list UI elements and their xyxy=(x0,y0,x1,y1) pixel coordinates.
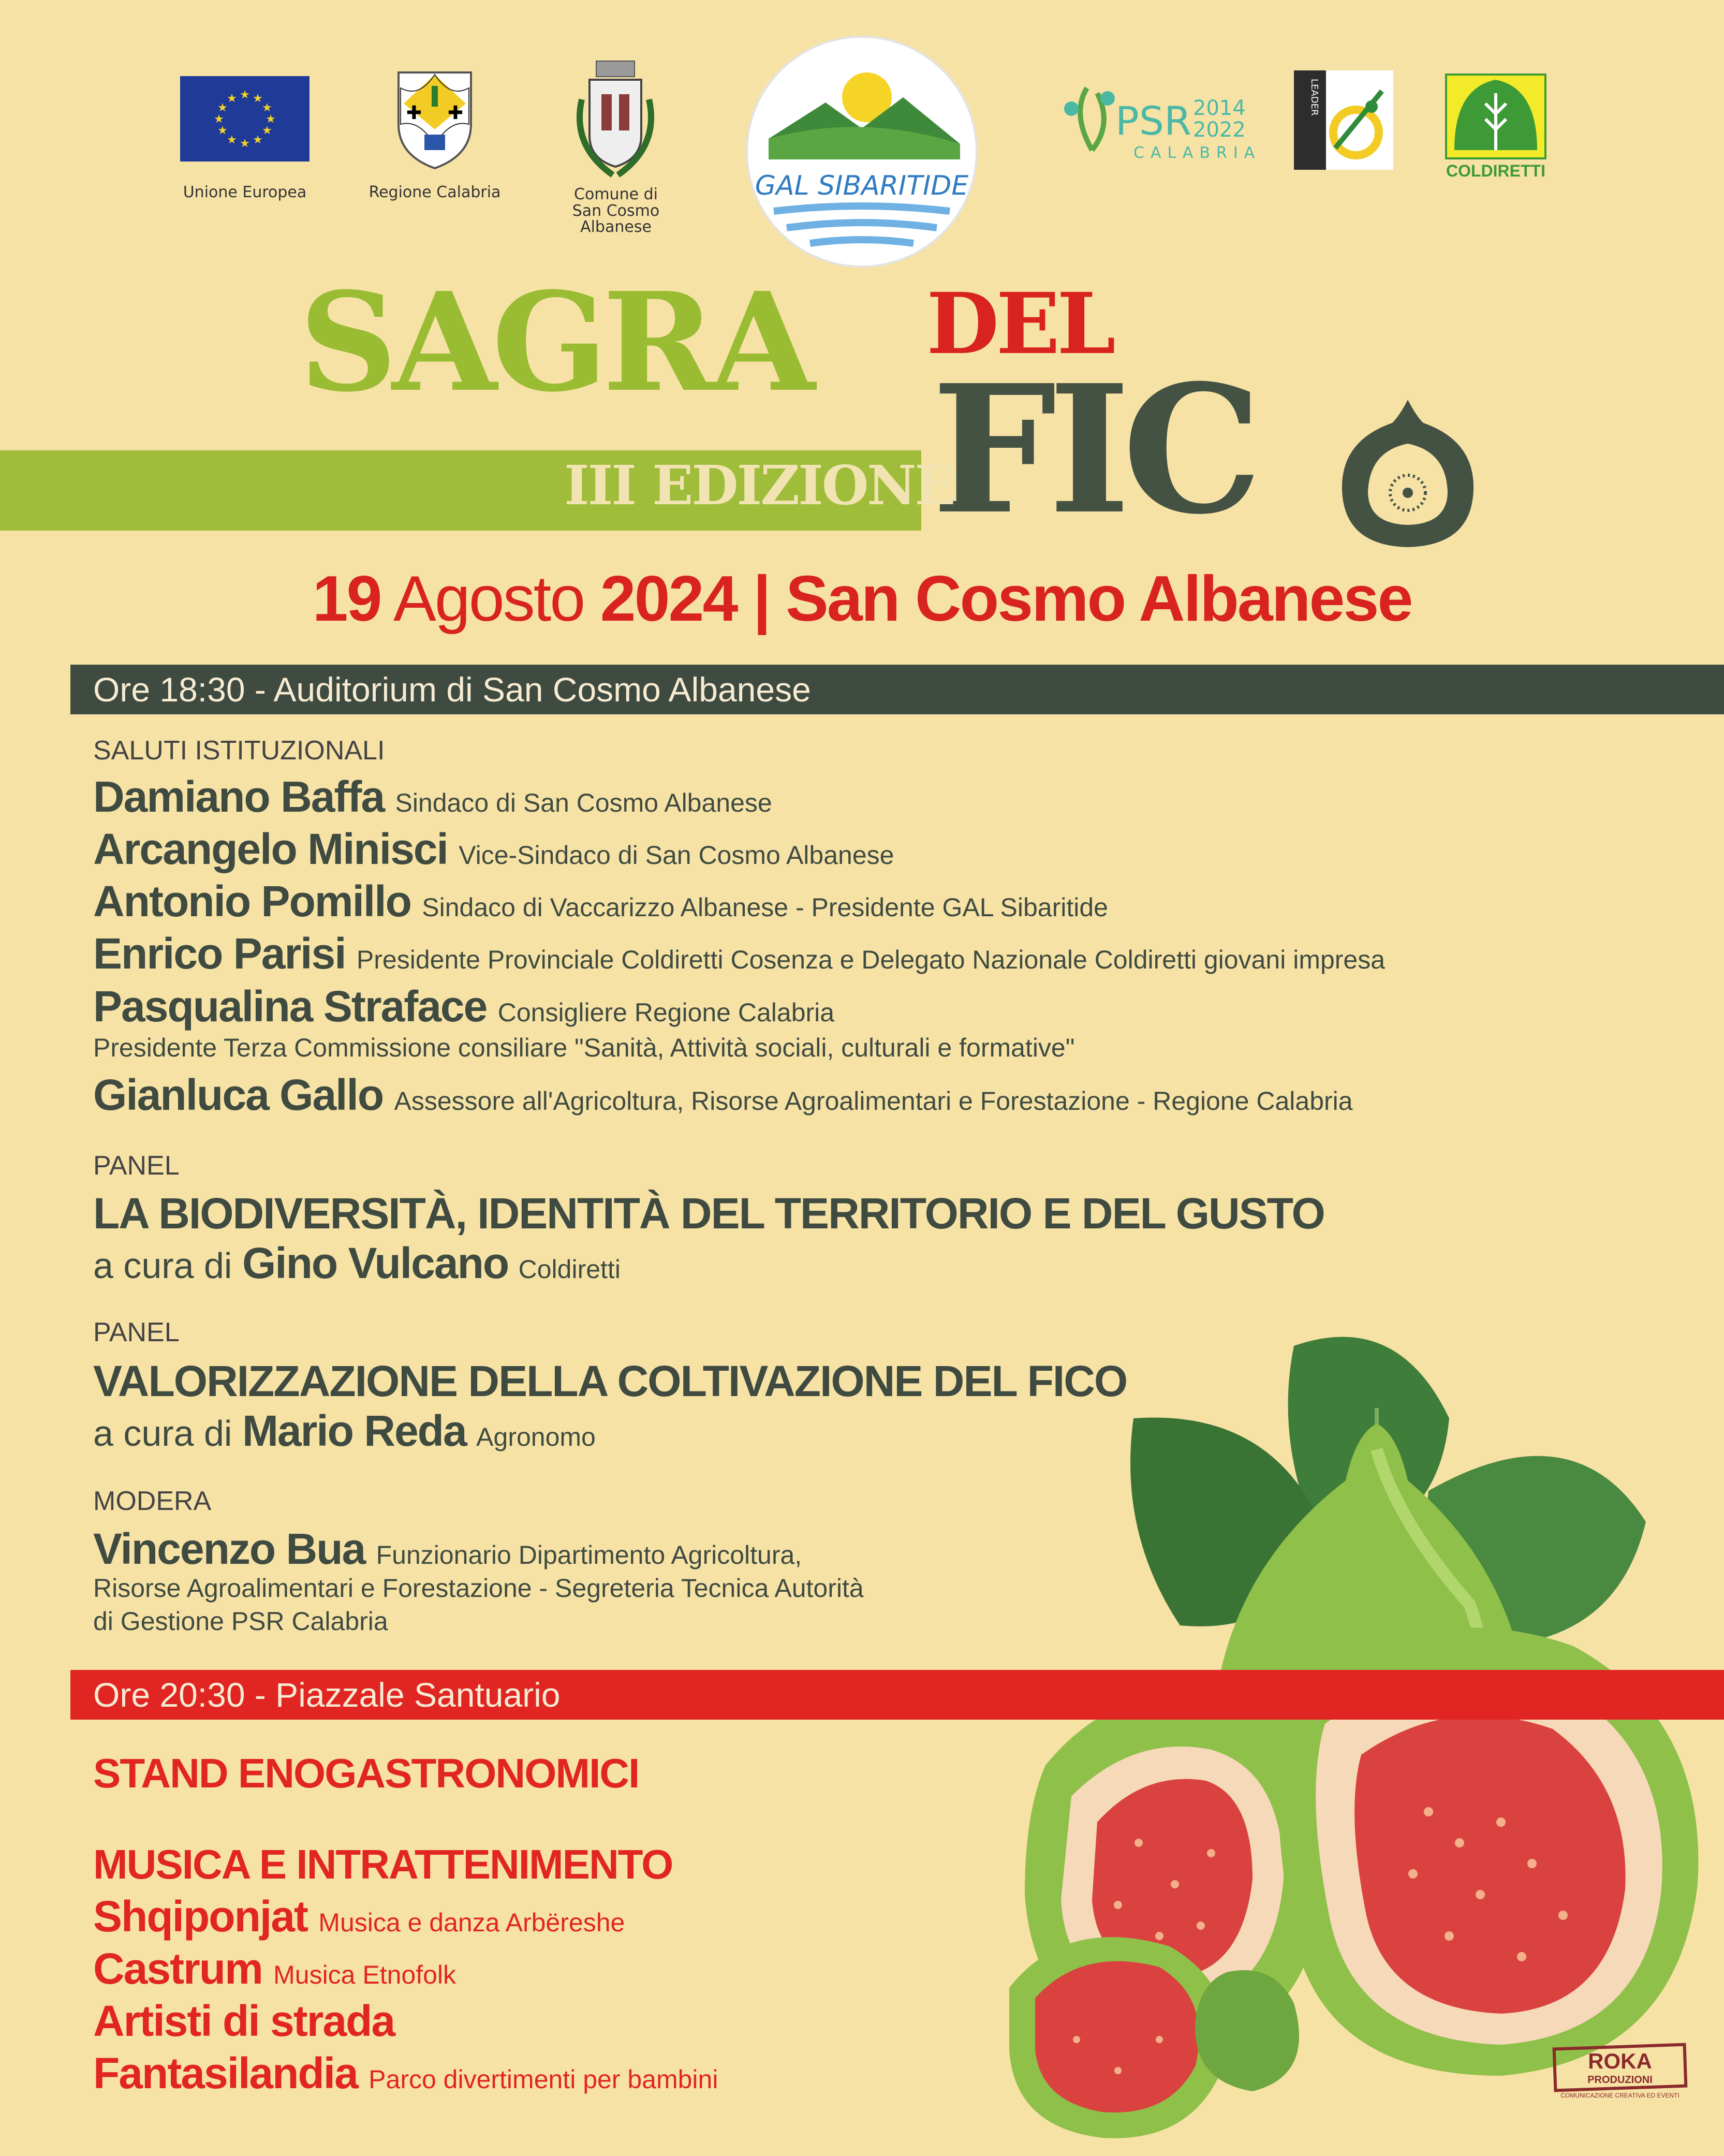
speaker-row xyxy=(93,772,772,821)
svg-text:★: ★ xyxy=(253,92,263,105)
speaker-row xyxy=(93,929,1386,978)
stand-heading: STAND ENOGASTRONOMICI xyxy=(93,1750,639,1796)
speaker-name: Gianluca Gallo xyxy=(93,1070,384,1119)
panel1-label: PANEL xyxy=(93,1151,180,1181)
svg-text:★: ★ xyxy=(262,101,272,114)
act-desc: Musica Etnofolk xyxy=(273,1960,456,1989)
act-row xyxy=(93,1892,625,1941)
speaker-role: Presidente Provinciale Coldiretti Cosenza e Delegato Nazionale Coldiretti giovani impresa xyxy=(356,945,1386,974)
curator-name: Mario Reda xyxy=(242,1406,466,1455)
produzioni-text: PRODUZIONI xyxy=(1587,2074,1653,2086)
panel2-curator xyxy=(93,1406,596,1455)
speaker-row xyxy=(93,827,894,871)
speaker-name: Damiano Baffa xyxy=(93,772,385,821)
psr-main-text: PSR xyxy=(1115,98,1191,144)
act-desc: Parco divertimenti per bambini xyxy=(369,2065,718,2094)
panel2-label: PANEL xyxy=(93,1317,180,1347)
coldiretti-caption: COLDIRETTI xyxy=(1446,162,1545,180)
regione-calabria-logo xyxy=(388,67,481,171)
panel1-title: LA BIODIVERSITÀ, IDENTITÀ DEL TERRITORIO E DEL GUSTO xyxy=(93,1189,1324,1238)
act-name: Castrum xyxy=(93,1944,262,1993)
date-place: San Cosmo Albanese xyxy=(786,563,1412,635)
musica-heading: MUSICA E INTRATTENIMENTO xyxy=(93,1841,673,1887)
speaker-role: Sindaco di San Cosmo Albanese xyxy=(395,788,772,817)
roka-text: ROKA xyxy=(1588,2049,1652,2073)
svg-text:★: ★ xyxy=(227,134,237,146)
edition-label: III EDIZIONE xyxy=(564,453,954,517)
session2-bar: Ore 20:30 - Piazzale Santuario xyxy=(70,1670,1724,1720)
comune-crest-logo xyxy=(566,58,665,180)
gal-sibaritide-logo xyxy=(738,35,986,268)
regione-calabria-caption: Regione Calabria xyxy=(369,183,501,201)
curator-prefix: a cura di xyxy=(93,1245,232,1286)
speaker-role: Sindaco di Vaccarizzo Albanese - Presidente GAL Sibaritide xyxy=(422,893,1108,922)
svg-text:★: ★ xyxy=(240,89,250,101)
panel2-title: VALORIZZAZIONE DELLA COLTIVAZIONE DEL FICO xyxy=(93,1357,1127,1405)
moderator-name: Vincenzo Bua xyxy=(93,1524,365,1573)
speaker-name: Antonio Pomillo xyxy=(93,877,411,926)
act-desc: Musica e danza Arbëreshe xyxy=(318,1908,625,1937)
svg-text:✚: ✚ xyxy=(406,102,422,124)
svg-text:★: ★ xyxy=(262,124,272,137)
moderator-role-1: Funzionario Dipartimento Agricoltura, xyxy=(376,1541,802,1570)
figs-illustration xyxy=(1004,1315,1724,2153)
roka-produzioni-logo xyxy=(1553,2045,1687,2102)
svg-text:★: ★ xyxy=(253,134,263,146)
act-row xyxy=(93,1944,456,1993)
psr-year-2: 2022 xyxy=(1193,118,1246,142)
eu-caption: Unione Europea xyxy=(183,183,307,201)
act-name: Fantasilandia xyxy=(93,2049,358,2098)
speaker-row xyxy=(93,877,1108,926)
date-day: 19 xyxy=(312,563,381,635)
act-row xyxy=(93,2049,718,2098)
title-fico: FIC xyxy=(932,347,1255,553)
date-year: 2024 xyxy=(600,563,737,635)
svg-text:★: ★ xyxy=(217,101,228,114)
saluti-label: SALUTI ISTITUZIONALI xyxy=(93,736,385,766)
psr-year-1: 2014 xyxy=(1193,96,1246,120)
speaker-role: Consigliere Regione Calabria xyxy=(497,998,835,1027)
svg-text:★: ★ xyxy=(240,137,250,150)
svg-text:★: ★ xyxy=(217,124,228,137)
svg-text:★: ★ xyxy=(227,92,237,105)
leader-text: LEADER xyxy=(1309,79,1320,116)
moderator-role-3: di Gestione PSR Calabria xyxy=(93,1607,388,1636)
title-del: DEL xyxy=(926,275,1113,373)
svg-text:★: ★ xyxy=(266,113,276,126)
psr-calabria-logo xyxy=(1051,72,1261,176)
curator-role: Agronomo xyxy=(476,1422,596,1451)
date-separator: | xyxy=(753,563,770,635)
roka-tagline: COMUNICAZIONE CREATIVA ED EVENTI xyxy=(1560,2092,1679,2099)
speaker-name: Pasqualina Straface xyxy=(93,982,487,1031)
speaker-name: Arcangelo Minisci xyxy=(93,825,448,873)
speaker-role: Assessore all'Agricoltura, Risorse Agroalimentari e Forestazione - Regione Calabria xyxy=(394,1087,1353,1116)
moderator-role-2: Risorse Agroalimentari e Forestazione - Segreteria Tecnica Autorità xyxy=(93,1574,864,1603)
curator-role: Coldiretti xyxy=(518,1255,621,1284)
gal-logo-text: GAL SIBARITIDE xyxy=(755,170,969,201)
psr-region: CALABRIA xyxy=(1133,144,1261,162)
eu-flag-logo xyxy=(180,76,310,162)
act-name: Shqiponjat xyxy=(93,1892,307,1941)
panel1-curator xyxy=(93,1241,621,1285)
speaker-role: Vice-Sindaco di San Cosmo Albanese xyxy=(459,841,894,870)
speaker-row xyxy=(93,982,835,1031)
date-location-line xyxy=(0,563,1724,635)
modera-label: MODERA xyxy=(93,1486,212,1516)
moderator-row xyxy=(93,1524,802,1573)
session1-bar: Ore 18:30 - Auditorium di San Cosmo Albanese xyxy=(70,665,1724,714)
svg-text:✚: ✚ xyxy=(447,102,464,124)
comune-caption: Comune di San Cosmo Albanese xyxy=(572,185,660,236)
act-name: Artisti di strada xyxy=(93,1997,395,2045)
speaker-row xyxy=(93,1070,1353,1119)
curator-prefix: a cura di xyxy=(93,1413,232,1454)
act-row xyxy=(93,1999,394,2043)
speaker-name: Enrico Parisi xyxy=(93,929,346,978)
title-sagra: SAGRA xyxy=(299,262,811,422)
date-month: Agosto xyxy=(393,563,584,635)
svg-text:★: ★ xyxy=(214,113,224,126)
curator-name: Gino Vulcano xyxy=(242,1239,509,1287)
fig-o-icon xyxy=(1338,394,1478,550)
leader-logo xyxy=(1294,70,1393,170)
speaker-role-line2: Presidente Terza Commissione consiliare "Sanità, Attività sociali, culturali e formative" xyxy=(93,1033,1075,1062)
